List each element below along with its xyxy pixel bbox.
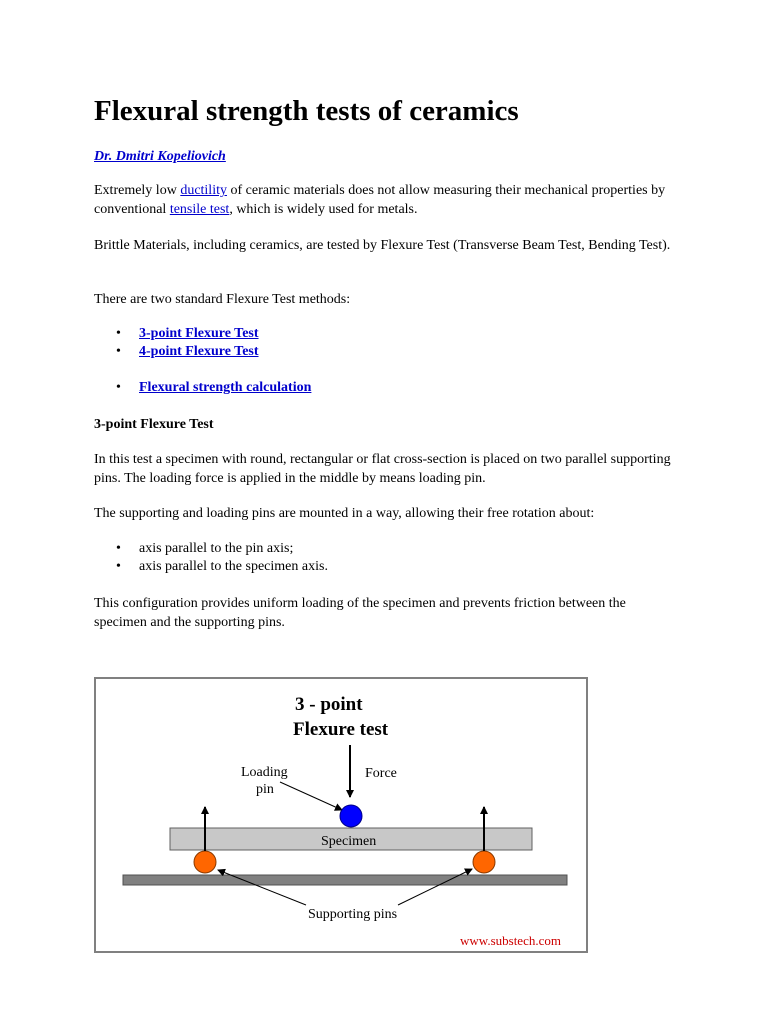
supporting-pin-right [473, 851, 495, 873]
tensile-test-link[interactable]: tensile test [169, 202, 230, 217]
specimen-label: Specimen [321, 834, 377, 849]
test-paragraph: In this test a specimen with round, rectangular or flat cross-section is placed on two parallel supporting pins. The loading force is applied in the middle by means loading pin. [94, 452, 671, 486]
author-link-wrap [94, 147, 226, 167]
methods-paragraph: There are two standard Flexure Test methods: [94, 292, 351, 307]
rotation-list [94, 540, 328, 576]
list-item [94, 343, 259, 361]
diagram-title-line2: Flexure test [293, 719, 389, 740]
intro-paragraph [94, 181, 674, 219]
loading-pin-pointer [280, 782, 342, 810]
list-item [94, 379, 311, 397]
loading-pin-label-line2: pin [256, 782, 274, 797]
brittle-paragraph: Brittle Materials, including ceramics, are tested by Flexure Test (Transverse Beam Test, Bending Test). [94, 238, 671, 253]
loading-pin-label-line1: Loading [241, 765, 288, 780]
loading-pin [340, 805, 362, 827]
config-paragraph: This configuration provides uniform loading of the specimen and prevents friction between the specimen and the supporting pins. [94, 596, 626, 630]
supporting-pointer-right [398, 869, 472, 905]
pins-paragraph: The supporting and loading pins are mounted in a way, allowing their free rotation about: [94, 506, 595, 521]
calc-list [94, 379, 311, 397]
list-item [94, 325, 259, 343]
four-point-link[interactable]: 4-point Flexure Test [139, 344, 259, 359]
calc-link[interactable]: Flexural strength calculation [139, 380, 312, 395]
diagram-svg [96, 679, 586, 951]
supporting-pin-left [194, 851, 216, 873]
three-point-diagram [94, 677, 588, 953]
three-point-link[interactable]: 3-point Flexure Test [139, 326, 259, 341]
list-item: • axis parallel to the specimen axis. [94, 558, 328, 576]
base-plate [123, 875, 567, 885]
intro-text-2: of ceramic materials does not allow measuring their mechanical properties by conventional [94, 183, 666, 217]
intro-text-1: Extremely low [94, 183, 181, 198]
supporting-pins-label: Supporting pins [308, 907, 398, 922]
credit-label: www.substech.com [460, 933, 561, 948]
list-item: • axis parallel to the pin axis; [94, 540, 328, 558]
methods-list [94, 325, 259, 361]
section-heading: 3-point Flexure Test [94, 417, 214, 432]
ductility-link[interactable]: ductility [180, 183, 227, 198]
page-title: Flexural strength tests of ceramics [94, 95, 519, 127]
force-label: Force [365, 766, 397, 781]
intro-text-3: , which is widely used for metals. [229, 202, 418, 217]
author-link[interactable]: Dr. Dmitri Kopeliovich [94, 149, 226, 164]
diagram-title-line1: 3 - point [295, 694, 363, 715]
